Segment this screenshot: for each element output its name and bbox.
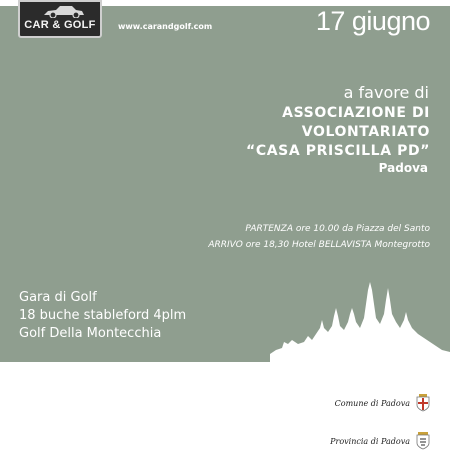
arrival-text: ARRIVO ore 18,30 Hotel BELLAVISTA Montegrotto bbox=[208, 240, 430, 250]
departure-text: PARTENZA ore 10.00 da Piazza del Santo bbox=[245, 224, 430, 234]
association-line: VOLONTARIATO bbox=[301, 124, 430, 140]
patron-label: Provincia di Padova bbox=[330, 436, 410, 446]
province-crest-icon bbox=[416, 432, 430, 450]
municipal-crest-icon bbox=[416, 394, 430, 412]
website-link[interactable]: www.carandgolf.com bbox=[118, 22, 213, 31]
golf-info bbox=[19, 289, 186, 343]
patron-label: Comune di Padova bbox=[334, 398, 410, 408]
golf-info-line: 18 buche stableford 4plm bbox=[19, 308, 187, 323]
golf-info-line: Gara di Golf bbox=[19, 290, 97, 305]
association-name bbox=[246, 104, 430, 161]
in-favor-of-text: a favore di bbox=[343, 83, 429, 102]
logo-text: CAR & GOLF bbox=[24, 19, 96, 31]
car-and-golf-logo bbox=[18, 0, 102, 38]
vintage-car-icon bbox=[42, 4, 86, 18]
golf-info-line: Golf Della Montecchia bbox=[19, 326, 162, 341]
city-name: Padova bbox=[378, 161, 428, 175]
patron-provincia bbox=[330, 430, 430, 452]
association-line: “CASA PRISCILLA PD” bbox=[246, 143, 430, 159]
patrons bbox=[330, 392, 430, 468]
patron-comune bbox=[330, 392, 430, 414]
association-line: ASSOCIAZIONE DI bbox=[282, 105, 430, 121]
city-skyline-icon bbox=[270, 278, 450, 364]
event-date: 17 giugno bbox=[315, 6, 430, 36]
schedule bbox=[208, 221, 430, 253]
